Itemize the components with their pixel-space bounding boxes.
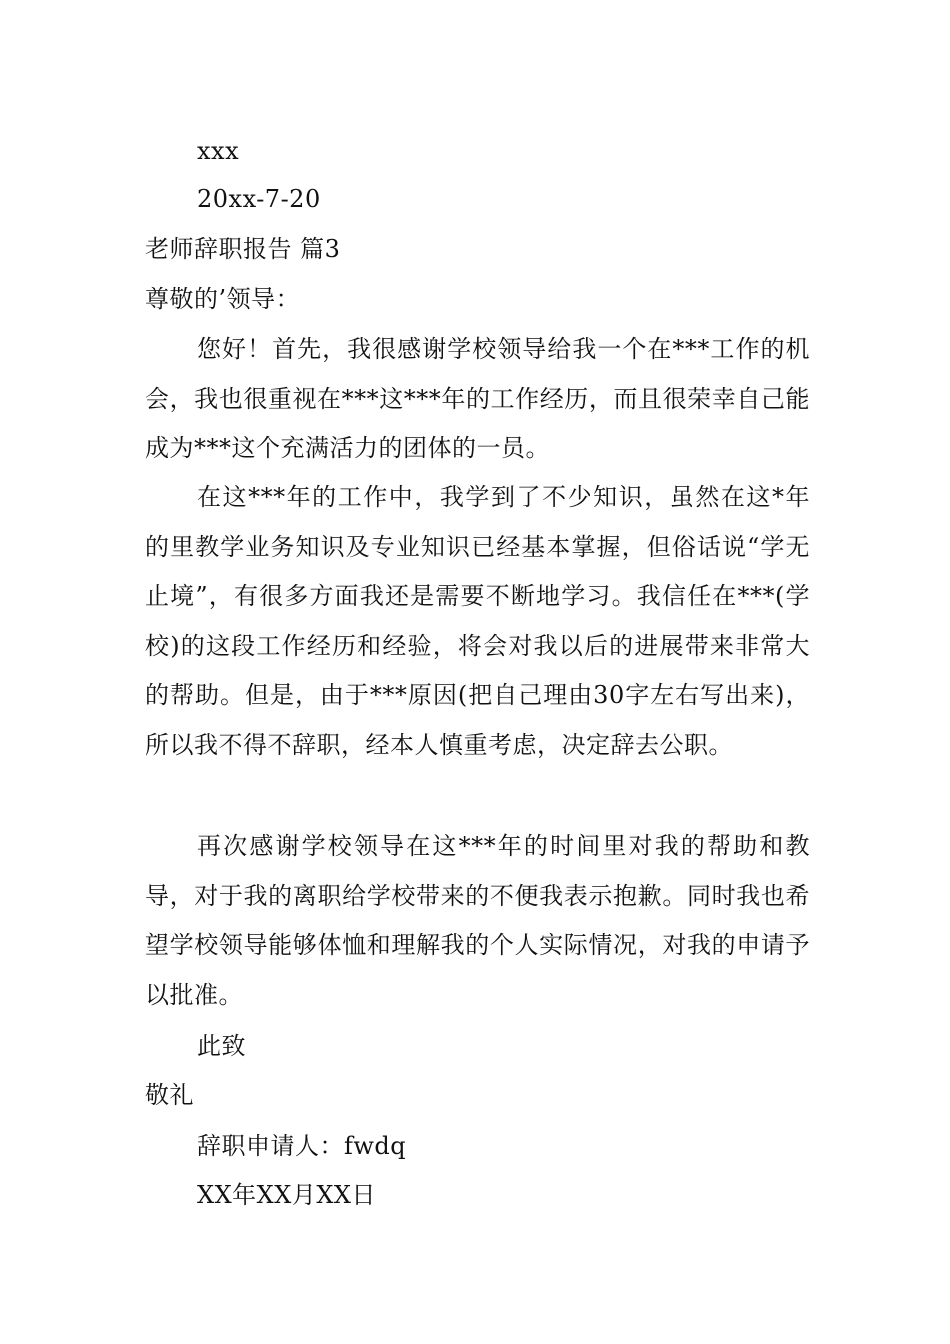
signature-date: XX年XX月XX日 [197, 1181, 377, 1209]
applicant-signature: 辞职申请人：fwdq [197, 1132, 407, 1160]
paragraph-2: 在这***年的工作中，我学到了不少知识，虽然在这*年的里教学业务知识及专业知识已经基本掌握，但俗话说“学无止境”，有很多方面我还是需要不断地学习。我信任在***(学校)的这段工作经历和经验，将会对我以后的进展带来非常大的帮助。但是，由于***原因(把自己理由30字左右写出来)，所以我不得不辞职，经本人慎重考虑，决定辞去公职。 [145, 483, 810, 759]
paragraph-3: 再次感谢学校领导在这***年的时间里对我的帮助和教导，对于我的离职给学校带来的不便我表示抱歉。同时我也希望学校领导能够体恤和理解我的个人实际情况，对我的申请予以批准。 [145, 832, 810, 1009]
paragraph-1: 您好！首先，我很感谢学校领导给我一个在***工作的机会，我也很重视在***这***年的工作经历，而且很荣幸自己能成为***这个充满活力的团体的一员。 [145, 335, 810, 462]
closing-salute: 敬礼 [145, 1081, 194, 1109]
letter-date: 20xx-7-20 [197, 185, 321, 213]
salutation: 尊敬的’领导： [145, 285, 301, 313]
closing-regards: 此致 [197, 1032, 246, 1060]
section-title: 老师辞职报告 篇3 [145, 235, 341, 263]
signer-name: xxx [197, 137, 240, 165]
